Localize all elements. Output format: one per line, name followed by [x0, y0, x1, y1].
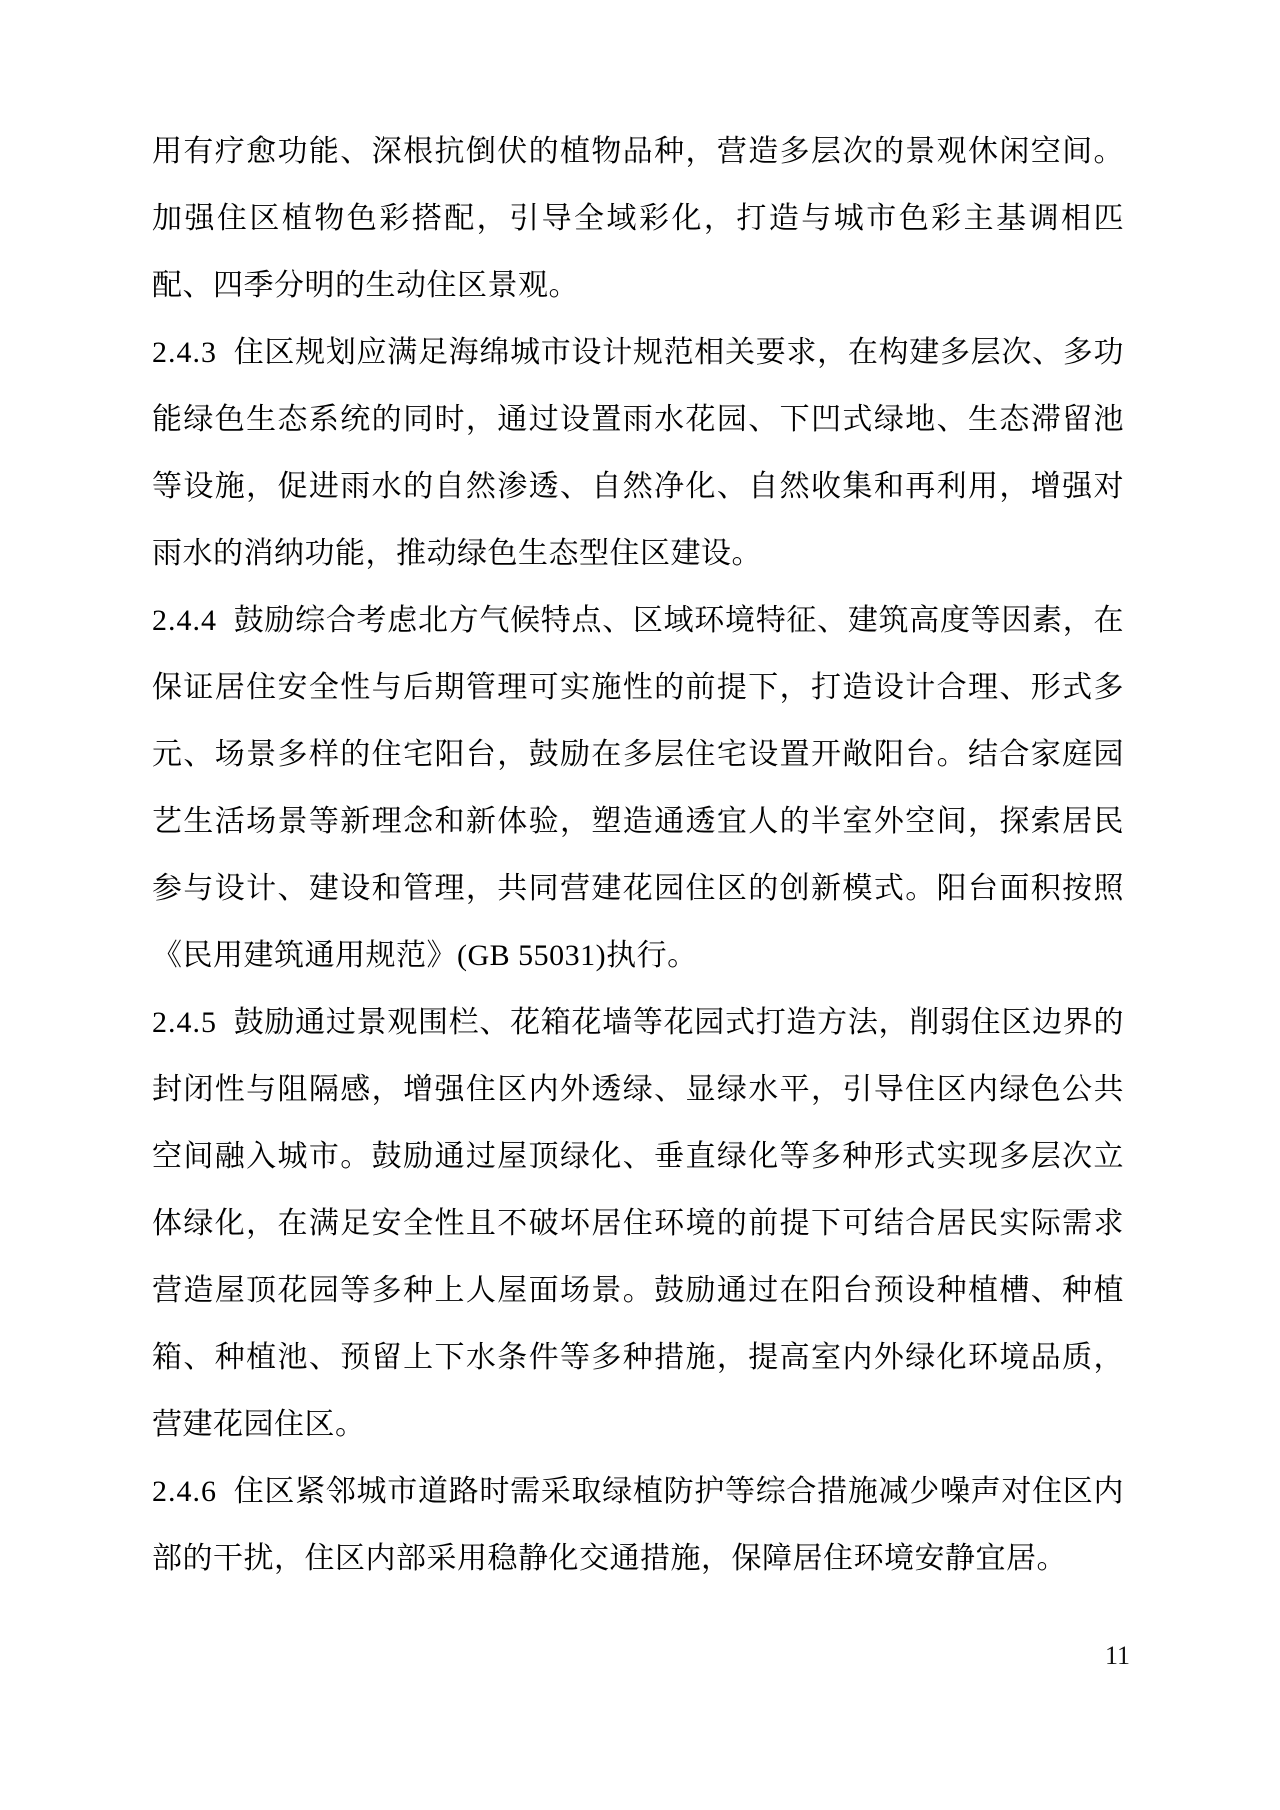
- paragraph-2-4-5: [152, 989, 1124, 1458]
- document-body: [152, 118, 1124, 1592]
- paragraph-continuation: [152, 118, 1124, 319]
- paragraph-2-4-3: [152, 319, 1124, 587]
- paragraph-text: 鼓励综合考虑北方气候特点、区域环境特征、建筑高度等因素，在保证居住安全性与后期管理可实施性的前提下，打造设计合理、形式多元、场景多样的住宅阳台，鼓励在多层住宅设置开敞阳台。结合家庭园艺生活场景等新理念和新体验，塑造通透宜人的半室外空间，探索居民参与设计、建设和管理，共同营建花园住区的创新模式。阳台面积按照《民用建筑通用规范》(GB 55031)执行。: [152, 604, 1124, 972]
- section-number: 2.4.4: [152, 604, 217, 637]
- paragraph-2-4-6: [152, 1458, 1124, 1592]
- paragraph-text: 住区规划应满足海绵城市设计规范相关要求，在构建多层次、多功能绿色生态系统的同时，通过设置雨水花园、下凹式绿地、生态滞留池等设施，促进雨水的自然渗透、自然净化、自然收集和再利用，增强对雨水的消纳功能，推动绿色生态型住区建设。: [152, 336, 1124, 570]
- paragraph-text: 用有疗愈功能、深根抗倒伏的植物品种，营造多层次的景观休闲空间。加强住区植物色彩搭配，引导全域彩化，打造与城市色彩主基调相匹配、四季分明的生动住区景观。: [152, 135, 1124, 302]
- paragraph-2-4-4: [152, 587, 1124, 989]
- section-number: 2.4.3: [152, 336, 217, 369]
- section-number: 2.4.5: [152, 1006, 217, 1039]
- page-number: 11: [1104, 1641, 1130, 1670]
- paragraph-text: 鼓励通过景观围栏、花箱花墙等花园式打造方法，削弱住区边界的封闭性与阻隔感，增强住区内外透绿、显绿水平，引导住区内绿色公共空间融入城市。鼓励通过屋顶绿化、垂直绿化等多种形式实现多层次立体绿化，在满足安全性且不破坏居住环境的前提下可结合居民实际需求营造屋顶花园等多种上人屋面场景。鼓励通过在阳台预设种植槽、种植箱、种植池、预留上下水条件等多种措施，提高室内外绿化环境品质，营建花园住区。: [152, 1006, 1124, 1441]
- section-number: 2.4.6: [152, 1475, 217, 1508]
- paragraph-text: 住区紧邻城市道路时需采取绿植防护等综合措施减少噪声对住区内部的干扰，住区内部采用稳静化交通措施，保障居住环境安静宜居。: [152, 1475, 1124, 1575]
